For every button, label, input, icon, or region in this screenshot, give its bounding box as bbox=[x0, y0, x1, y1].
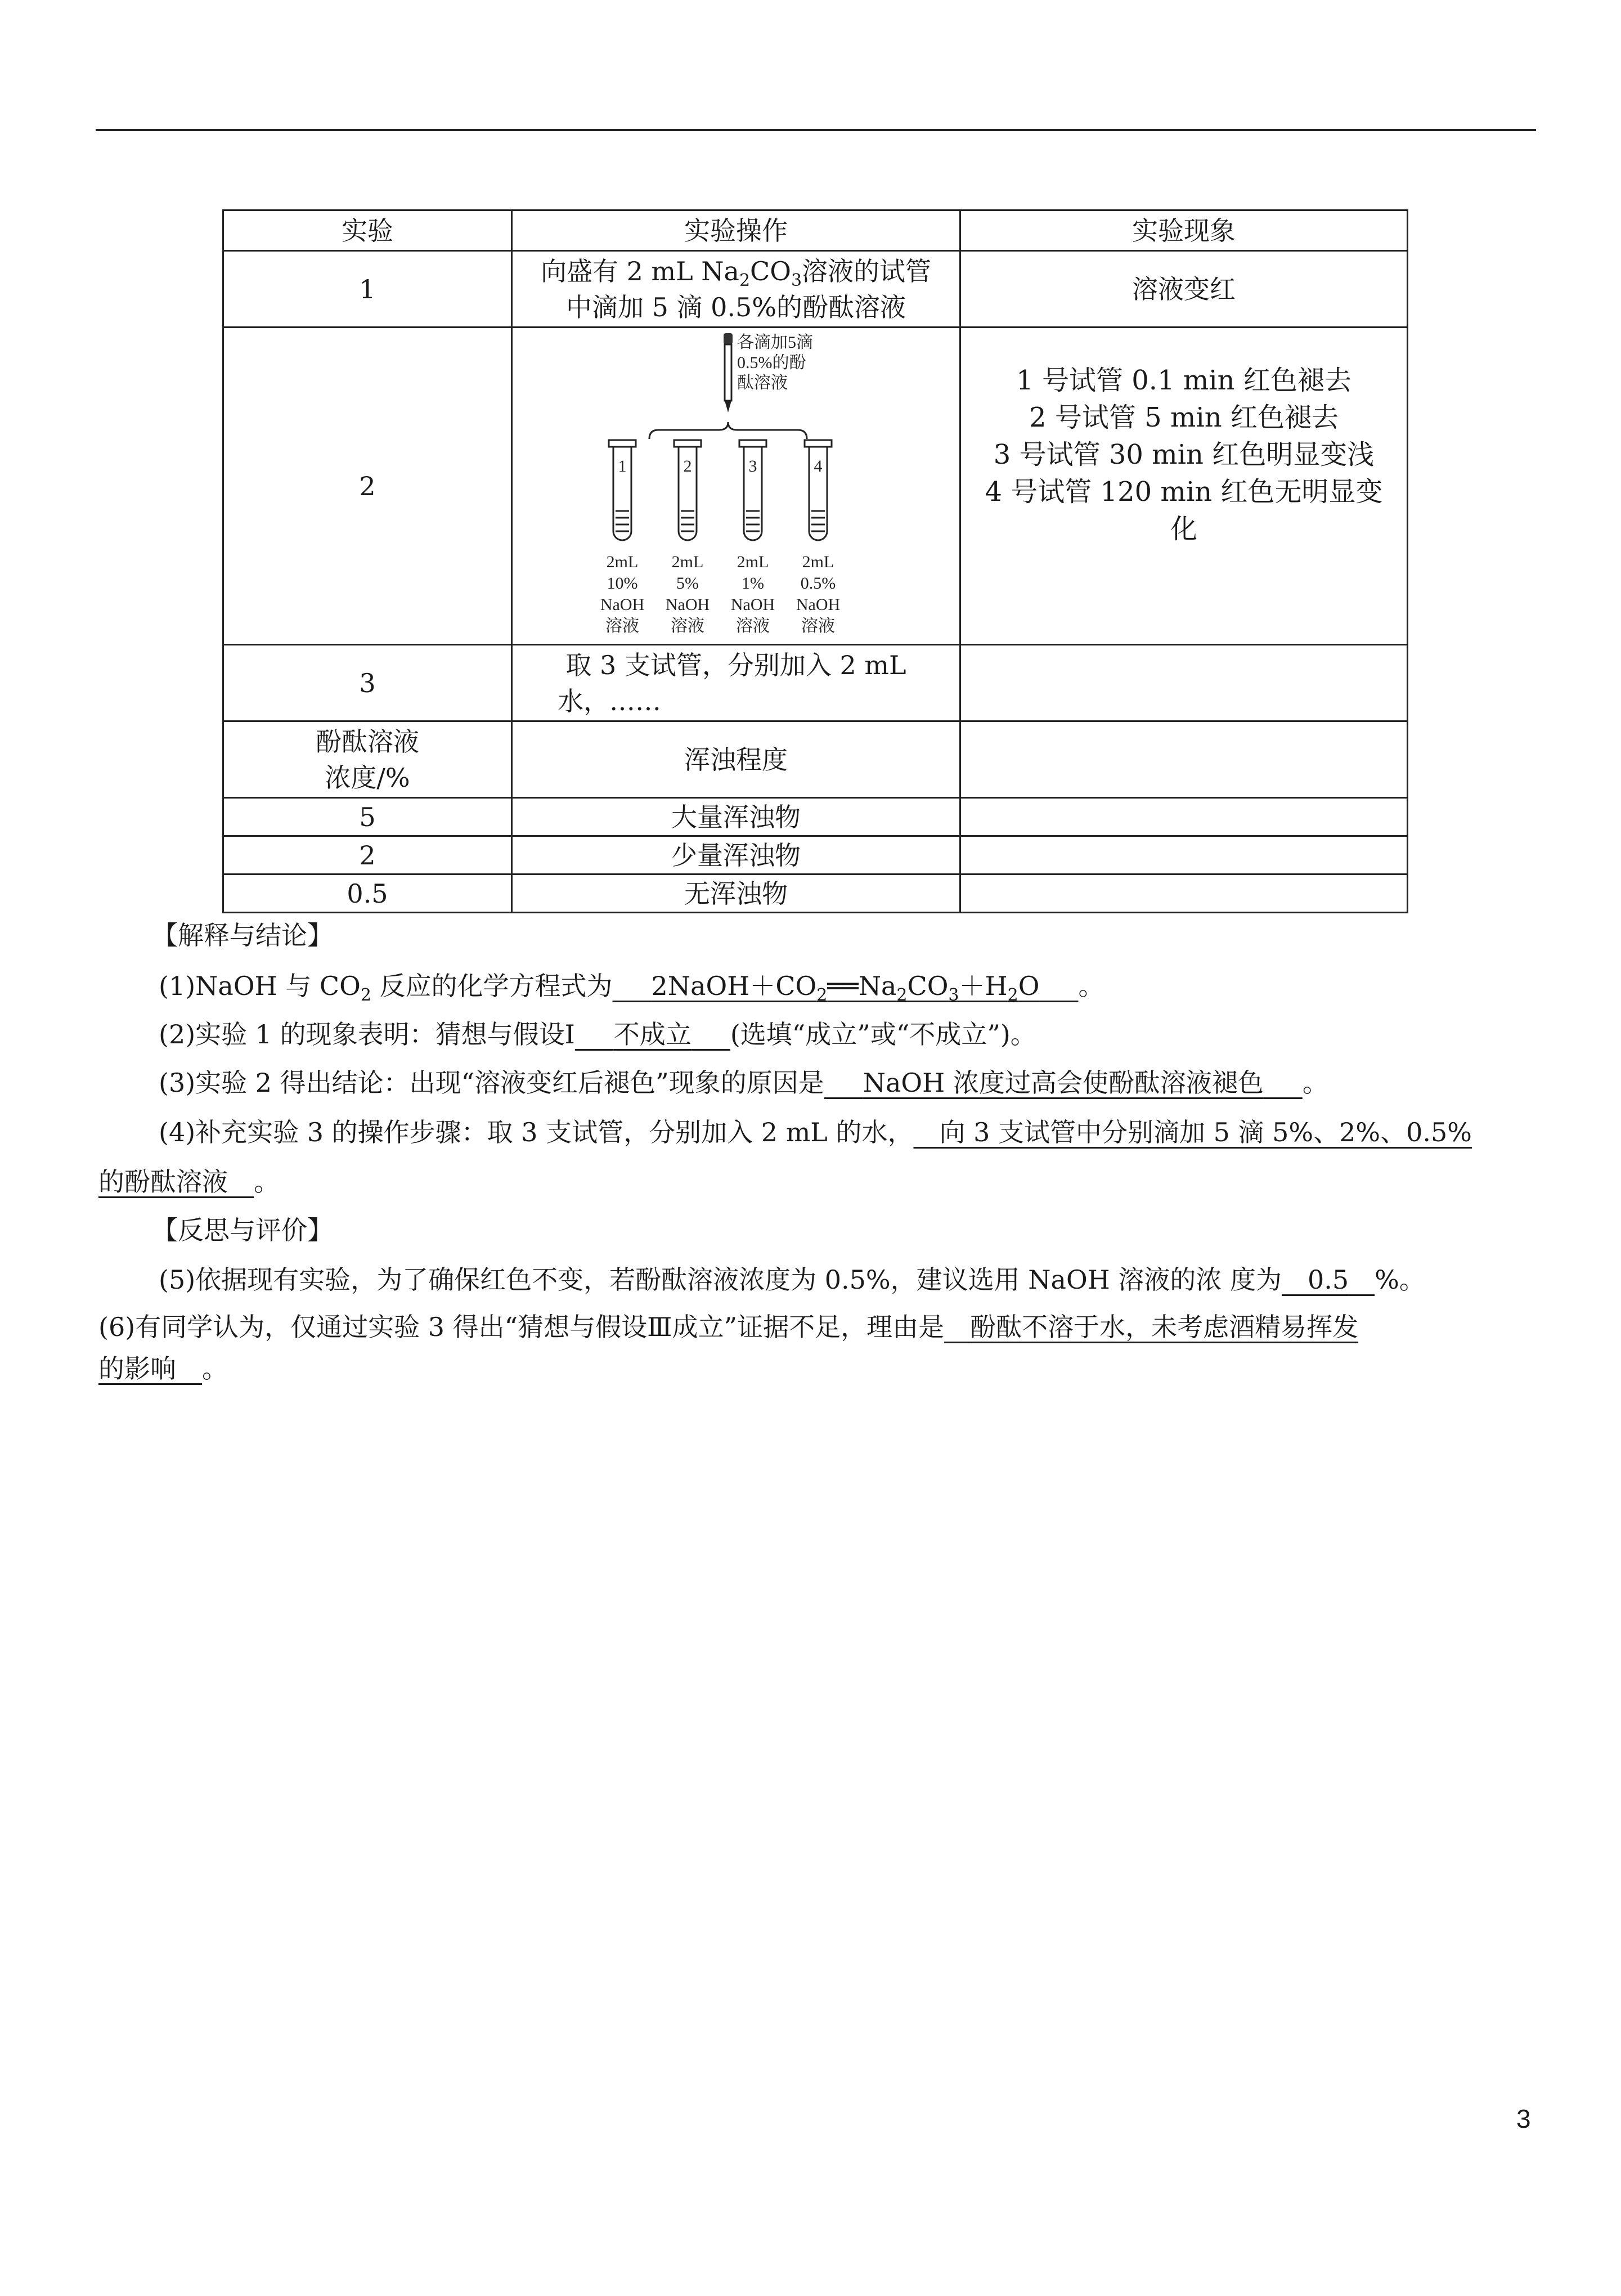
question-5 bbox=[159, 1262, 1425, 1298]
answer-part: ＋H bbox=[959, 971, 1008, 1001]
tube-suffix: 溶液 bbox=[801, 616, 835, 635]
subscript: 2 bbox=[739, 270, 751, 290]
test-tube-icon bbox=[739, 440, 766, 540]
concentration-value: 2 bbox=[223, 836, 512, 875]
question-text: %。 bbox=[1375, 1264, 1425, 1295]
result-line: 3 号试管 30 min 红色明显变浅 bbox=[993, 439, 1375, 470]
tube-number: 1 bbox=[618, 456, 627, 476]
operation-cell bbox=[512, 645, 960, 721]
empty-cell bbox=[960, 721, 1408, 798]
answer-text bbox=[944, 1312, 1358, 1342]
question-text: (3)实验 2 得出结论：出现“溶液变红后褪色”现象的原因是 bbox=[159, 1068, 824, 1098]
answer-part: 2NaOH＋CO bbox=[651, 971, 817, 1001]
test-tube-icon bbox=[674, 440, 701, 540]
dropper-label: 各滴加5滴 bbox=[737, 333, 813, 352]
header-rule bbox=[96, 129, 1536, 131]
tube-suffix: 溶液 bbox=[605, 616, 639, 635]
subscript: 3 bbox=[948, 985, 959, 1005]
result-cell: 溶液变红 bbox=[960, 251, 1408, 328]
tube-solute: NaOH bbox=[796, 595, 841, 614]
cell-text: 酚酞溶液 bbox=[316, 726, 419, 757]
header-cell: 实验现象 bbox=[960, 210, 1408, 251]
question-text: (2)实验 1 的现象表明：猜想与假设Ⅰ bbox=[159, 1019, 575, 1050]
operation-text: 向盛有 2 mL Na bbox=[540, 255, 739, 286]
answer-part: O bbox=[1018, 971, 1040, 1001]
answer-text bbox=[824, 1068, 1303, 1098]
table-row bbox=[223, 836, 1408, 875]
concentration-header bbox=[223, 721, 512, 798]
answer-part: 的影响 bbox=[98, 1353, 176, 1384]
answer-part: CO bbox=[907, 971, 949, 1001]
result-cell bbox=[960, 328, 1408, 645]
tube-number: 4 bbox=[814, 456, 823, 476]
tube-solute: NaOH bbox=[665, 595, 710, 614]
subscript: 2 bbox=[816, 985, 828, 1005]
table-row bbox=[223, 645, 1408, 721]
subscript: 2 bbox=[1007, 985, 1018, 1005]
concentration-value: 0.5 bbox=[223, 875, 512, 913]
operation-text: 溶液的试管 bbox=[802, 255, 932, 286]
empty-cell bbox=[960, 798, 1408, 836]
tube-concentration: 10% bbox=[607, 573, 638, 593]
question-1 bbox=[159, 968, 1104, 1004]
tube-suffix: 溶液 bbox=[736, 616, 770, 635]
section-heading: 【解释与结论】 bbox=[152, 920, 333, 950]
question-text: (5)依据现有实验，为了确保红色不变，若酚酞溶液浓度为 0.5%，建议选用 NaOH 溶液的浓 度为 bbox=[159, 1264, 1282, 1295]
dropper-label: 0.5%的酚 bbox=[737, 353, 806, 372]
question-text: (4)补充实验 3 的操作步骤：取 3 支试管，分别加入 2 mL 的水， bbox=[159, 1117, 914, 1147]
tube-volume: 2mL bbox=[802, 552, 834, 571]
tube-number: 3 bbox=[748, 456, 757, 476]
subscript: 3 bbox=[791, 270, 802, 290]
empty-cell bbox=[960, 836, 1408, 875]
experiment-id: 2 bbox=[223, 328, 512, 645]
section-heading: 【反思与评价】 bbox=[152, 1215, 333, 1245]
question-text: 反应的化学方程式为 bbox=[371, 971, 613, 1001]
answer-text bbox=[575, 1019, 730, 1050]
dropper-label: 酞溶液 bbox=[737, 373, 788, 392]
question-text: 。 bbox=[1078, 971, 1104, 1001]
tube-concentration: 5% bbox=[676, 573, 699, 593]
tube-volume: 2mL bbox=[671, 552, 704, 571]
turbidity-value: 无浑浊物 bbox=[512, 875, 960, 913]
answer-text bbox=[98, 1167, 254, 1197]
result-line: 2 号试管 5 min 红色褪去 bbox=[1029, 402, 1339, 433]
answer-text bbox=[98, 1353, 202, 1384]
result-line: 化 bbox=[1170, 513, 1197, 545]
result-cell bbox=[960, 645, 1408, 721]
header-cell: 实验操作 bbox=[512, 210, 960, 251]
question-text: 。 bbox=[1302, 1068, 1328, 1098]
test-tube-icon bbox=[805, 440, 832, 540]
result-line: 1 号试管 0.1 min 红色褪去 bbox=[1016, 365, 1351, 396]
table-header-row bbox=[223, 210, 1408, 251]
answer-text bbox=[1282, 1264, 1375, 1295]
question-6-cont bbox=[98, 1351, 228, 1387]
table-row bbox=[223, 798, 1408, 836]
answer-part: 酚酞不溶于水，未考虑酒精易挥发 bbox=[970, 1312, 1359, 1342]
table-row bbox=[223, 251, 1408, 328]
brace bbox=[649, 422, 807, 439]
tube-volume: 2mL bbox=[606, 552, 639, 571]
answer-text bbox=[613, 971, 1079, 1005]
table-row bbox=[223, 328, 1408, 645]
cell-text: 浓度/% bbox=[325, 762, 410, 793]
answer-part: 0.5 bbox=[1308, 1264, 1349, 1295]
dropper-icon bbox=[724, 333, 733, 412]
tube-volume: 2mL bbox=[737, 552, 769, 571]
result-line: 4 号试管 120 min 红色无明显变 bbox=[985, 476, 1383, 508]
operation-cell bbox=[512, 328, 960, 645]
answer-part: 的酚酞溶液 bbox=[98, 1167, 228, 1197]
question-text: (6)有同学认为，仅通过实验 3 得出“猜想与假设Ⅲ成立”证据不足，理由是 bbox=[98, 1312, 945, 1342]
tube-solute: NaOH bbox=[730, 595, 775, 614]
experiment-table bbox=[222, 209, 1408, 913]
answer-part: 向 3 支试管中分别滴加 5 滴 5%、2%、0.5% bbox=[939, 1117, 1472, 1147]
experiment-id: 3 bbox=[223, 645, 512, 721]
operation-text: 中滴加 5 滴 0.5%的酚酞溶液 bbox=[566, 292, 906, 322]
tube-solute: NaOH bbox=[600, 595, 645, 614]
question-text: (1)NaOH 与 CO bbox=[159, 971, 361, 1001]
question-2 bbox=[159, 1016, 1036, 1052]
tube-suffix: 溶液 bbox=[671, 616, 704, 635]
question-text: 。 bbox=[254, 1167, 280, 1197]
turbidity-value: 少量浑浊物 bbox=[512, 836, 960, 875]
answer-part: NaOH 浓度过高会使酚酞溶液褪色 bbox=[863, 1068, 1264, 1098]
operation-text: 取 3 支试管，分别加入 2 mL bbox=[565, 649, 906, 680]
turbidity-value: 大量浑浊物 bbox=[512, 798, 960, 836]
operation-cell bbox=[512, 251, 960, 328]
operation-text: 水，…… bbox=[558, 685, 661, 716]
answer-part: 不成立 bbox=[613, 1019, 691, 1050]
question-6 bbox=[98, 1309, 1358, 1345]
question-4-cont bbox=[98, 1164, 280, 1200]
answer-text bbox=[913, 1117, 1471, 1147]
table-row bbox=[223, 875, 1408, 913]
question-4 bbox=[159, 1114, 1472, 1150]
page-number: 3 bbox=[1516, 2104, 1531, 2133]
table-row bbox=[223, 721, 1408, 798]
header-cell: 实验 bbox=[223, 210, 512, 251]
tube-number: 2 bbox=[683, 456, 692, 476]
test-tube-icon bbox=[609, 440, 636, 540]
question-text: 。 bbox=[202, 1353, 228, 1384]
question-3 bbox=[159, 1065, 1328, 1101]
experiment-id: 1 bbox=[223, 251, 512, 328]
answer-part: ══Na bbox=[827, 971, 897, 1001]
tube-concentration: 0.5% bbox=[800, 573, 836, 593]
operation-text: CO bbox=[750, 255, 791, 286]
tube-concentration: 1% bbox=[742, 573, 764, 593]
question-text: (选填“成立”或“不成立”)。 bbox=[730, 1019, 1036, 1050]
concentration-value: 5 bbox=[223, 798, 512, 836]
test-tubes-diagram bbox=[600, 331, 865, 642]
turbidity-header: 浑浊程度 bbox=[512, 721, 960, 798]
empty-cell bbox=[960, 875, 1408, 913]
subscript: 2 bbox=[896, 985, 908, 1005]
subscript: 2 bbox=[360, 985, 371, 1005]
